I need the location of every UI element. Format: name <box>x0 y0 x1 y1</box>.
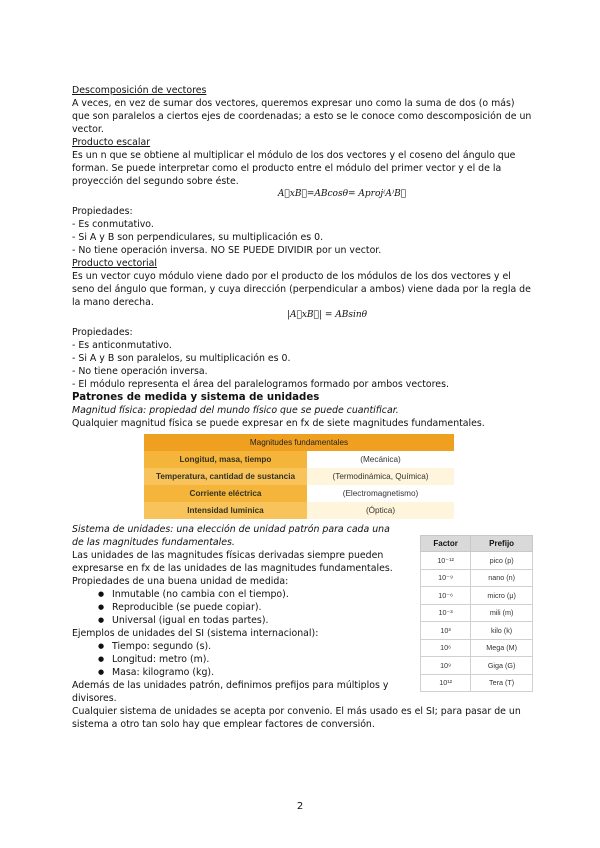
section-title-descomposicion: Descomposición de vectores <box>72 85 207 96</box>
table-row <box>421 569 533 587</box>
factor-cell: 10⁻⁹ <box>421 569 471 587</box>
factor-cell: 10⁹ <box>421 657 471 675</box>
prop-vectorial: - No tiene operación inversa. <box>72 366 208 377</box>
table-row <box>421 639 533 657</box>
prefix-table-header-prefijo: Prefijo <box>471 536 533 552</box>
definition-sistema-unidades: Sistema de unidades: una elección de unidad patrón para cada una de las magnitudes fundamentales. <box>72 524 390 548</box>
prop-vectorial: - Es anticonmutativo. <box>72 340 172 351</box>
table-row <box>144 502 454 519</box>
paragraph-producto-escalar: Es un n que se obtiene al multiplicar el módulo de los dos vectores y el coseno del ángulo que forman. Se puede interpretar como el producto entre el módulo del primer vector y el de la proyección del segundo sobre éste. <box>72 150 516 187</box>
definition-magnitud-fisica: Magnitud física: propiedad del mundo físico que se puede cuantificar. <box>72 405 399 416</box>
table-row <box>421 622 533 640</box>
list-item: ● Masa: kilogramo (kg). <box>98 666 397 679</box>
paragraph-prefijos: Además de las unidades patrón, definimos prefijos para múltiplos y divisores. <box>72 680 389 704</box>
list-item: ● Tiempo: segundo (s). <box>98 640 397 653</box>
list-title-si: Ejemplos de unidades del SI (sistema internacional): <box>72 628 319 639</box>
table-row <box>421 657 533 675</box>
area-cell: (Óptica) <box>307 502 454 519</box>
props-title-escalar: Propiedades: <box>72 206 133 217</box>
paragraph-descomposicion: A veces, en vez de sumar dos vectores, queremos expresar uno como la suma de dos (o más) que son paralelos a ciertos ejes de coordenadas; a esto se le conoce como descomposición de un vector. <box>72 98 532 135</box>
magnitud-cell: Longitud, masa, tiempo <box>144 451 307 468</box>
prefix-cell: mili (m) <box>471 604 533 622</box>
prefix-cell: kilo (k) <box>471 622 533 640</box>
formula-producto-vectorial: |A⃗xB⃗| = ABsinθ <box>286 310 368 320</box>
magnitudes-table <box>144 434 454 519</box>
list-item: ● Longitud: metro (m). <box>98 653 397 666</box>
factor-cell: 10⁻¹² <box>421 552 471 570</box>
list-item: ● Universal (igual en todas partes). <box>98 614 397 627</box>
paragraph-producto-vectorial: Es un vector cuyo módulo viene dado por el producto de los módulos de los dos vectores y el seno del ángulo que forman, y cuya dirección (perpendicular a ambos) viene dada por la regla de la mano derecha. <box>72 271 531 308</box>
si-units-list <box>72 640 397 679</box>
paragraph-convenio: Cualquier sistema de unidades se acepta por convenio. El más usado es el SI; para pasar de un sistema a otro tan solo hay que emplear factores de conversión. <box>72 706 521 730</box>
magnitud-cell: Corriente eléctrica <box>144 485 307 502</box>
table-row <box>421 587 533 605</box>
factor-cell: 10⁻³ <box>421 604 471 622</box>
prop-escalar: - Es conmutativo. <box>72 219 154 230</box>
factor-cell: 10¹² <box>421 674 471 692</box>
factor-cell: 10⁶ <box>421 639 471 657</box>
prefix-cell: pico (p) <box>471 552 533 570</box>
formula-producto-escalar: A⃗xB⃗=ABcosθ= Aproj⁽A⁾B⃗ <box>277 189 407 199</box>
magnitudes-table-header: Magnitudes fundamentales <box>144 434 454 451</box>
table-row <box>144 485 454 502</box>
prefix-table <box>420 535 533 692</box>
table-row <box>421 604 533 622</box>
paragraph-derivadas: Las unidades de las magnitudes físicas derivadas siempre pueden expresarse en fx de las unidades de las magnitudes fundamentales. <box>72 550 393 574</box>
list-title-buena-unidad: Propiedades de una buena unidad de medida: <box>72 576 289 587</box>
table-row <box>421 552 533 570</box>
table-row <box>421 674 533 692</box>
list-item: ● Inmutable (no cambia con el tiempo). <box>98 588 397 601</box>
units-section <box>72 523 532 705</box>
page-content <box>72 84 532 731</box>
prefix-cell: nano (n) <box>471 569 533 587</box>
area-cell: (Mecánica) <box>307 451 454 468</box>
area-cell: (Termodinámica, Química) <box>307 468 454 485</box>
magnitud-cell: Intensidad luminica <box>144 502 307 519</box>
page-number: 2 <box>296 801 304 812</box>
prop-vectorial: - El módulo representa el área del paralelogramos formado por ambos vectores. <box>72 379 449 390</box>
paragraph-magnitudes: Qualquier magnitud física se puede expresar en fx de siete magnitudes fundamentales. <box>72 418 485 429</box>
factor-cell: 10⁻⁶ <box>421 587 471 605</box>
area-cell: (Electromagnetismo) <box>307 485 454 502</box>
prefix-cell: Tera (T) <box>471 674 533 692</box>
prefix-cell: micro (μ) <box>471 587 533 605</box>
section-title-producto-vectorial: Producto vectorial <box>72 258 158 269</box>
buena-unidad-list <box>72 588 397 627</box>
units-text-column <box>72 523 397 705</box>
prop-vectorial: - Si A y B son paralelos, su multiplicación es 0. <box>72 353 291 364</box>
section-title-producto-escalar: Producto escalar <box>72 137 151 148</box>
factor-cell: 10³ <box>421 622 471 640</box>
prefix-cell: Giga (G) <box>471 657 533 675</box>
section-title-patrones: Patrones de medida y sistema de unidades <box>72 392 320 403</box>
table-row <box>144 468 454 485</box>
magnitud-cell: Temperatura, cantidad de sustancia <box>144 468 307 485</box>
prefix-table-header-factor: Factor <box>421 536 471 552</box>
prop-escalar: - Si A y B son perpendiculares, su multiplicación es 0. <box>72 232 324 243</box>
prefix-cell: Mega (M) <box>471 639 533 657</box>
list-item: ● Reproducible (se puede copiar). <box>98 601 397 614</box>
props-title-vectorial: Propiedades: <box>72 327 133 338</box>
prop-escalar: - No tiene operación inversa. NO SE PUEDE DIVIDIR por un vector. <box>72 245 382 256</box>
table-row <box>144 451 454 468</box>
